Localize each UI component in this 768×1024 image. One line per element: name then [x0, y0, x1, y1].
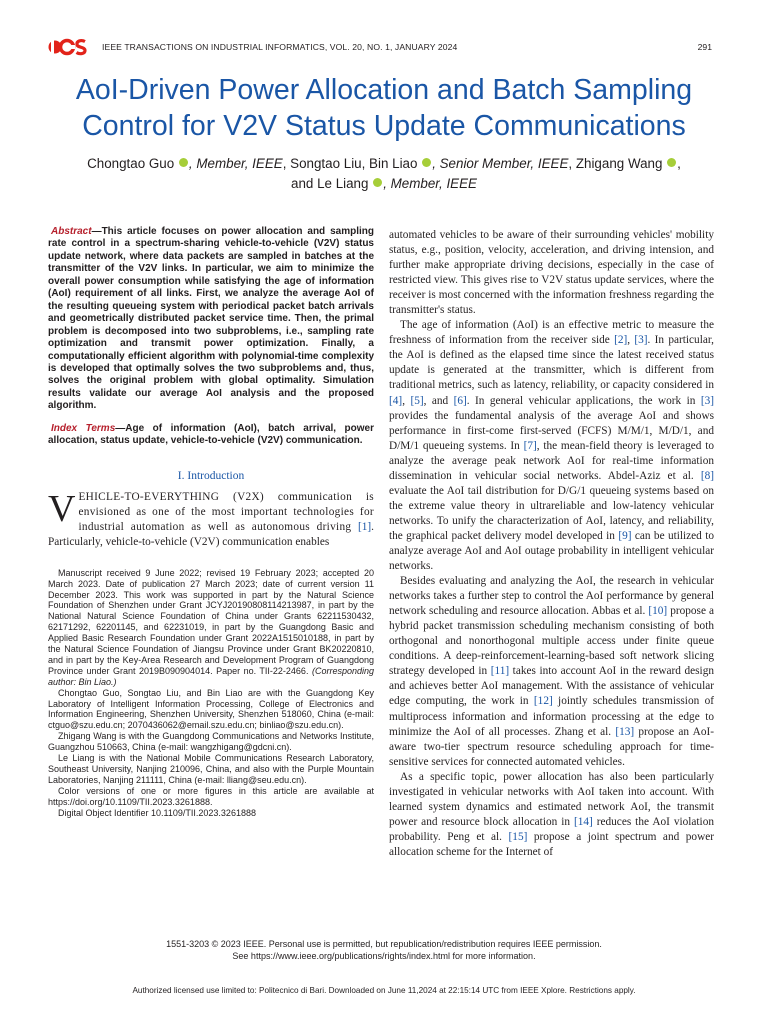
citation-link[interactable]: [6]	[453, 394, 467, 407]
body-paragraph: As a specific topic, power allocation has also been particularly investigated in vehicular networks with AoI taken into account. With learned system dynamics and estimated network AoI, the transmit power and resource block allocation in [14] reduces the AoI violation probability. Peng et al. [15] propose a joint spectrum and power allocation scheme for the Internet of	[389, 770, 715, 858]
abstract	[48, 226, 374, 413]
citation-link[interactable]: [2]	[614, 334, 628, 347]
title-line-2: Control for V2V Status Update Communications	[82, 110, 686, 142]
body-paragraph: automated vehicles to be aware of their surrounding vehicles' mobility status, e.g., position, velocity, acceleration, and driving intension, and further make appropriate driving decisions, especially in the case of restricted view. This gives rise to V2V status update services, where the receiver is most concerned with the information freshness regarding the transmitter's status.	[389, 229, 714, 317]
index-terms	[48, 423, 374, 448]
drop-cap: V	[48, 487, 76, 530]
page-header	[48, 36, 712, 58]
index-terms-text: Age of information (AoI), batch arrival, power allocation, status update, vehicle-to-vehicle (V2V) communication.	[48, 422, 375, 447]
body-paragraph: Besides evaluating and analyzing the AoI, the research in vehicular networks takes a further step to control the AoI performance by general network scheduling and resource allocation. Abbas et al. [10] propose a hybrid packet transmission scheduling mechanism consisting of both orthogonal and nonorthogonal multiple access under finite queue conditions. A deep-reinforcement-learning-based soft network slicing strategy developed in [11] takes into account AoI in the reward design and achieves better AoI management. With the assistance of vehicular edge computing, the work in [12] jointly schedules transmission of multiprocess information and information processing at the edge to minimize the AoI of all processes. Zhang et al. [13] propose an AoI-aware two-tier spectrum resource scheduling approach for time-sensitive services for connected automated vehicles.	[389, 575, 714, 768]
left-column	[48, 226, 374, 819]
paper-title	[20, 72, 748, 144]
orcid-icon[interactable]	[667, 158, 676, 167]
footnote-text: Manuscript received 9 June 2022; revised 19 February 2023; accepted 20 March 2023. Date of publication 27 March 2023; date of current version 11 December 2023. This work was supported in part by the Natural Science Foundation of Shenzhen under Grant JCYJ20190808114213987, in part by the National Natural Science Foundation of China under Grants 62211530432, 62171292, 62201145, and 62231019, in part by the Guangdong Basic and Applied Basic Research Foundation under Grant 2022A1515010188, in part by the Natural Science Foundation of Jiangsu Province under Grant BK20220810, and in part by the Key-Area Research and Development Program of Guangdong Province under Grant 2019B090904014. Paper no. TII-22-2466.	[48, 567, 374, 676]
intro-paragraph	[48, 487, 374, 550]
citation-link[interactable]: [15]	[508, 830, 528, 843]
author-name: and Le Liang	[291, 176, 369, 191]
author-separator: ,	[677, 156, 681, 171]
author-list	[20, 154, 748, 194]
page-number: 291	[697, 42, 712, 52]
footnote-color-versions: Color versions of one or more figures in this article are available at https://doi.org/10.1109/TII.2023.3261888.	[48, 785, 374, 807]
footnote-affiliation: Chongtao Guo, Songtao Liu, and Bin Liao are with the Guangdong Key Laboratory of Intelligent Information Processing, College of Electronics and Information Engineering, Shenzhen University, Shenzhen 518060, China (e-mail: ctguo@szu.edu.cn; 2070436062@email.szu.edu.cn; binliao@szu.edu.cn).	[48, 687, 374, 731]
copyright-line-1: 1551-3203 © 2023 IEEE. Personal use is permitted, but republication/redistribution requires IEEE permission.	[166, 939, 602, 949]
citation-link[interactable]: [13]	[615, 725, 635, 738]
intro-text-rest: . Particularly, vehicle-to-vehicle (V2V) communication enables	[48, 520, 374, 548]
citation-link[interactable]: [7]	[523, 439, 537, 452]
citation-link[interactable]: [12]	[533, 695, 553, 708]
citation-link[interactable]: [14]	[573, 815, 593, 828]
citation-link[interactable]: [9]	[618, 529, 632, 542]
citation-link[interactable]: [3]	[634, 334, 648, 347]
ies-logo-icon	[48, 36, 88, 58]
footnote-doi: Digital Object Identifier 10.1109/TII.2023.3261888	[58, 807, 256, 818]
index-terms-label: Index Terms	[51, 422, 116, 434]
author-name: Chongtao Guo	[87, 156, 175, 171]
copyright-line-2: See https://www.ieee.org/publications/rights/index.html for more information.	[232, 951, 536, 961]
orcid-icon[interactable]	[373, 178, 382, 187]
author-name: , Songtao Liu, Bin Liao	[282, 156, 418, 171]
citation-link[interactable]: [8]	[700, 469, 714, 482]
footnote-affiliation: Le Liang is with the National Mobile Communications Research Laboratory, Southeast University, Nanjing 210096, China, and also with the Purple Mountain Laboratories, Nanjing 211111, China (e-mail: lliang@seu.edu.cn).	[48, 753, 374, 785]
citation-link[interactable]: [11]	[490, 665, 510, 678]
footnote-affiliation: Zhigang Wang is with the Guangdong Communications and Networks Institute, Guangzhou 510663, China (e-mail: wangzhigang@gdcni.cn).	[48, 731, 374, 753]
section-heading: I. Introduction	[177, 469, 245, 482]
body-paragraph: The age of information (AoI) is an effective metric to measure the freshness of information from the receiver side [2], [3]. In particular, the AoI is defined as the elapsed time since the latest received status update is generated at the transmitter, which is different from traditional metrics, such as latency, reliability, or capacity considered in [4], [5], and [6]. In general vehicular applications, the work in [3] provides the fundamental analysis of the average AoI and shows performance in first-come first-served (FCFS) M/M/1, M/D/1, and D/M/1 queueing systems. In [7], the mean-field theory is leveraged to analyze the average peak network AoI for real-time information dissemination in vehicular social networks. Abdel-Aziz et al. [8] evaluate the AoI tail distribution for D/G/1 queueing systems based on the extreme value theory in ultrareliable and low-latency vehicular networks. To unify the characterization of AoI, latency, and reliability, the graphical packet delivery model developed in [9] can be utilized to analyze average AoI and AoI outage probability in intelligent vehicular networks.	[389, 319, 714, 573]
citation-link[interactable]: [5]	[410, 394, 424, 407]
abstract-text: This article focuses on power allocation and sampling rate control in a spectrum-sharing vehicle-to-vehicle (V2V) status update network, where data packets are sampled in batches at the transmitter of the V2V links. In particular, we aim to minimize the overall power consumption while satisfying the age of information (AoI) requirement of all links. First, we analyze the average AoI of the resulting queueing system with periodical packet batch arrivals and geometrically distributed packet service time. Then, the primal problem is decomposed into two subproblems, i.e., sampling rate optimization and transmit power optimization. Finally, a computationally efficient algorithm with polynomial-time complexity is developed that optimally solves the two subproblems and, thus, solves the original problem with global optimality. Simulation results validate our average AoI analysis and the proposed algorithm.	[48, 226, 374, 412]
orcid-icon[interactable]	[179, 158, 188, 167]
citation-link[interactable]: [3]	[700, 394, 714, 407]
index-terms-dash: —	[115, 422, 126, 434]
license-notice: Authorized licensed use limited to: Politecnico di Bari. Downloaded on June 11,2024 at 22:15:14 UTC from IEEE Xplore. Restrictions apply.	[132, 986, 636, 995]
citation-link[interactable]: [10]	[648, 605, 668, 618]
author-role: , Member, IEEE	[383, 176, 477, 191]
right-column	[389, 228, 714, 860]
author-line-2	[20, 174, 748, 194]
footnote-manuscript	[48, 568, 374, 688]
citation-link[interactable]: [1]	[357, 520, 372, 533]
author-line-1	[20, 154, 748, 174]
citation-link[interactable]: [4]	[389, 394, 403, 407]
orcid-icon[interactable]	[422, 158, 431, 167]
journal-name: IEEE TRANSACTIONS ON INDUSTRIAL INFORMATICS, VOL. 20, NO. 1, JANUARY 2024	[102, 42, 458, 52]
footnotes	[48, 568, 374, 819]
intro-text: EHICLE-TO-EVERYTHING (V2X) communication is envisioned as one of the most important technologies for industrial automation as well as autonomous driving	[78, 490, 374, 533]
copyright-notice	[20, 938, 748, 962]
abstract-dash: —	[91, 226, 102, 237]
author-name: , Zhigang Wang	[568, 156, 663, 171]
author-role: , Member, IEEE	[188, 156, 283, 171]
corresponding-author: (Corresponding author: Bin Liao.)	[48, 665, 374, 687]
abstract-label: Abstract	[51, 226, 92, 237]
author-role: , Senior Member, IEEE	[432, 156, 569, 171]
title-line-1: AoI-Driven Power Allocation and Batch Sampling	[75, 74, 693, 106]
